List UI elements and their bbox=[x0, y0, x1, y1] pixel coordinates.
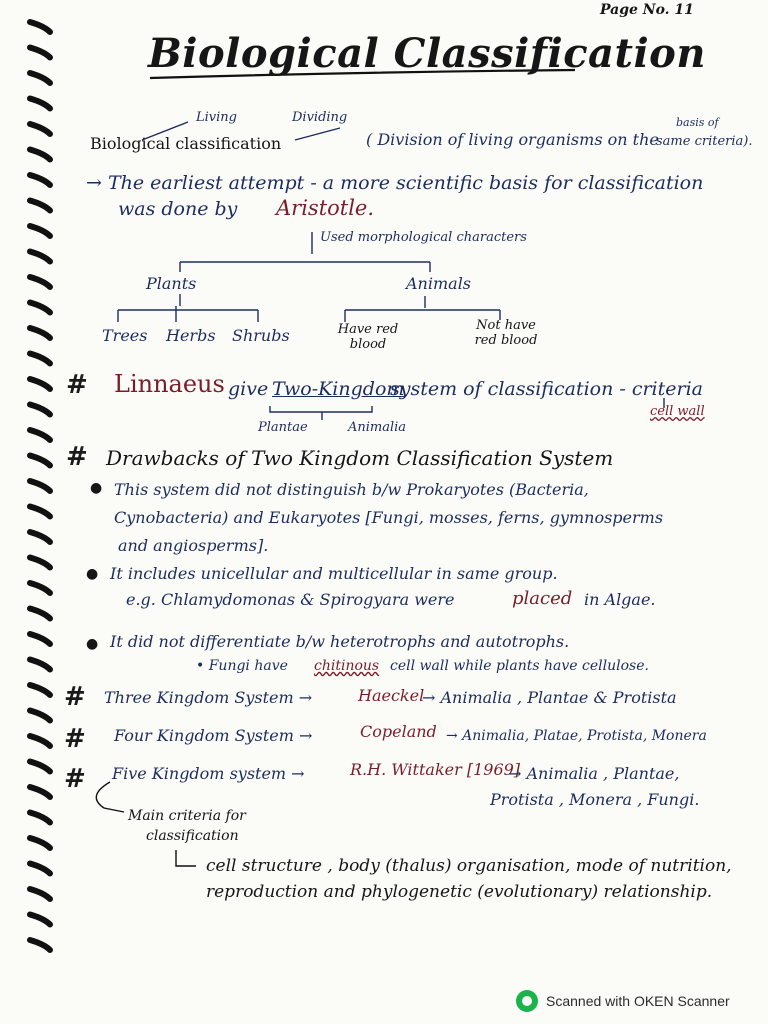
spiral-ring bbox=[30, 481, 50, 491]
three-kingdom-author: Haeckel bbox=[358, 686, 425, 705]
definition-basis-note: basis of bbox=[676, 116, 719, 129]
three-kingdom-list: → Animalia , Plantae & Protista bbox=[422, 688, 677, 707]
hash-marker: # bbox=[66, 442, 88, 472]
five-kingdom-system: Five Kingdom system → bbox=[112, 764, 305, 783]
aristotle-used-characters: Used morphological characters bbox=[320, 230, 527, 245]
plant-type-trees: Trees bbox=[102, 326, 148, 345]
term-biological-classification: Biological classification bbox=[90, 134, 282, 153]
page-title: Biological Classification bbox=[148, 30, 706, 77]
kingdom-animalia: Animalia bbox=[348, 420, 407, 435]
spiral-ring bbox=[30, 226, 50, 236]
spiral-ring bbox=[30, 787, 50, 797]
spiral-ring bbox=[30, 583, 50, 593]
animal-type-red-blood: Have red blood bbox=[337, 322, 399, 352]
spiral-ring bbox=[30, 507, 50, 517]
spiral-ring bbox=[30, 609, 50, 619]
spiral-ring bbox=[30, 405, 50, 415]
linnaeus-two-kingdom: Two-Kingdom bbox=[272, 378, 405, 400]
spiral-ring bbox=[30, 379, 50, 389]
drawbacks-heading: Drawbacks of Two Kingdom Classification System bbox=[106, 446, 614, 470]
hash-marker: # bbox=[66, 370, 88, 400]
spiral-ring bbox=[30, 303, 50, 313]
spiral-ring bbox=[30, 328, 50, 338]
drawback-2-placed: placed bbox=[512, 588, 573, 609]
scanner-watermark-text: Scanned with OKEN Scanner bbox=[546, 993, 730, 1009]
bullet-dot: ● bbox=[90, 480, 103, 496]
criteria-line-1: cell structure , body (thalus) organisation, mode of nutrition, bbox=[206, 856, 732, 876]
spiral-ring bbox=[30, 685, 50, 695]
definition-text: ( Division of living organisms on the bbox=[366, 130, 659, 149]
criteria-line-2: reproduction and phylogenetic (evolutionary) relationship. bbox=[206, 882, 713, 902]
spiral-ring bbox=[30, 558, 50, 568]
spiral-ring bbox=[30, 277, 50, 287]
spiral-ring bbox=[30, 22, 50, 32]
plants-node: Plants bbox=[146, 274, 197, 293]
criteria-label-1: Main criteria for bbox=[128, 808, 246, 824]
spiral-ring bbox=[30, 354, 50, 364]
five-kingdom-list-2: Protista , Monera , Fungi. bbox=[490, 790, 700, 809]
animal-type-no-red-blood: Not have red blood bbox=[474, 318, 538, 348]
spiral-ring bbox=[30, 73, 50, 83]
aristotle-line-1: → The earliest attempt - a more scientific basis for classification bbox=[86, 172, 704, 194]
aristotle-line-2: was done by bbox=[118, 198, 238, 220]
four-kingdom-list: → Animalia, Platae, Protista, Monera bbox=[446, 728, 707, 744]
living-label: Living bbox=[196, 110, 237, 125]
criteria-label-2: classification bbox=[146, 828, 239, 844]
plant-type-shrubs: Shrubs bbox=[232, 326, 290, 345]
spiral-ring bbox=[30, 124, 50, 134]
spiral-ring bbox=[30, 634, 50, 644]
spiral-ring bbox=[30, 889, 50, 899]
linnaeus-give: give bbox=[228, 378, 269, 400]
spiral-ring bbox=[30, 838, 50, 848]
scanner-watermark bbox=[516, 990, 730, 1012]
spiral-binding bbox=[0, 0, 60, 1000]
spiral-ring bbox=[30, 915, 50, 925]
spiral-ring bbox=[30, 736, 50, 746]
spiral-ring bbox=[30, 940, 50, 950]
spiral-ring bbox=[30, 864, 50, 874]
bullet-dot: ● bbox=[86, 636, 99, 652]
five-kingdom-author: R.H. Wittaker [1969] bbox=[350, 760, 521, 779]
spiral-ring bbox=[30, 175, 50, 185]
spiral-ring bbox=[30, 150, 50, 160]
linnaeus-criteria-cell-wall: cell wall bbox=[650, 404, 705, 419]
aristotle-name: Aristotle. bbox=[276, 196, 375, 220]
spiral-ring bbox=[30, 711, 50, 721]
hash-marker: # bbox=[64, 682, 86, 712]
spiral-ring bbox=[30, 456, 50, 466]
drawback-1-line-3: and angiosperms]. bbox=[118, 536, 269, 555]
page-number: Page No. 11 bbox=[600, 2, 694, 18]
spiral-ring bbox=[30, 99, 50, 109]
spiral-ring bbox=[30, 201, 50, 211]
drawback-1-line-2: Cynobacteria) and Eukaryotes [Fungi, mosses, ferns, gymnosperms bbox=[114, 508, 664, 527]
drawback-3-fungi: • Fungi have bbox=[196, 658, 288, 674]
drawback-1-line-1: This system did not distinguish b/w Prokaryotes (Bacteria, bbox=[114, 480, 589, 499]
linnaeus-rest: system of classification - criteria bbox=[390, 378, 703, 400]
bullet-dot: ● bbox=[86, 566, 99, 582]
spiral-ring bbox=[30, 252, 50, 262]
drawback-3-cellulose: cell wall while plants have cellulose. bbox=[390, 658, 649, 674]
five-kingdom-list-1: → Animalia , Plantae, bbox=[508, 764, 680, 783]
animals-node: Animals bbox=[406, 274, 472, 293]
drawback-3-line-1: It did not differentiate b/w heterotrophs and autotrophs. bbox=[110, 632, 570, 651]
spiral-ring bbox=[30, 813, 50, 823]
three-kingdom-system: Three Kingdom System → bbox=[104, 688, 313, 707]
four-kingdom-system: Four Kingdom System → bbox=[114, 726, 313, 745]
spiral-ring bbox=[30, 532, 50, 542]
spiral-ring bbox=[30, 48, 50, 58]
definition-end: same criteria). bbox=[656, 134, 753, 149]
hash-marker: # bbox=[64, 724, 86, 754]
plant-type-herbs: Herbs bbox=[166, 326, 216, 345]
spiral-ring bbox=[30, 762, 50, 772]
hash-marker: # bbox=[64, 764, 86, 794]
drawback-3-chitinous: chitinous bbox=[314, 658, 380, 674]
scanner-logo-icon bbox=[516, 990, 538, 1012]
kingdom-plantae: Plantae bbox=[258, 420, 308, 435]
spiral-ring bbox=[30, 430, 50, 440]
drawback-2-line-2: e.g. Chlamydomonas & Spirogyara were bbox=[126, 590, 455, 609]
spiral-ring bbox=[30, 660, 50, 670]
linnaeus-name: Linnaeus bbox=[114, 370, 225, 398]
four-kingdom-author: Copeland bbox=[360, 722, 437, 741]
drawback-2-line-1: It includes unicellular and multicellular in same group. bbox=[110, 564, 558, 583]
drawback-2-algae: in Algae. bbox=[584, 590, 656, 609]
dividing-label: Dividing bbox=[292, 110, 348, 125]
